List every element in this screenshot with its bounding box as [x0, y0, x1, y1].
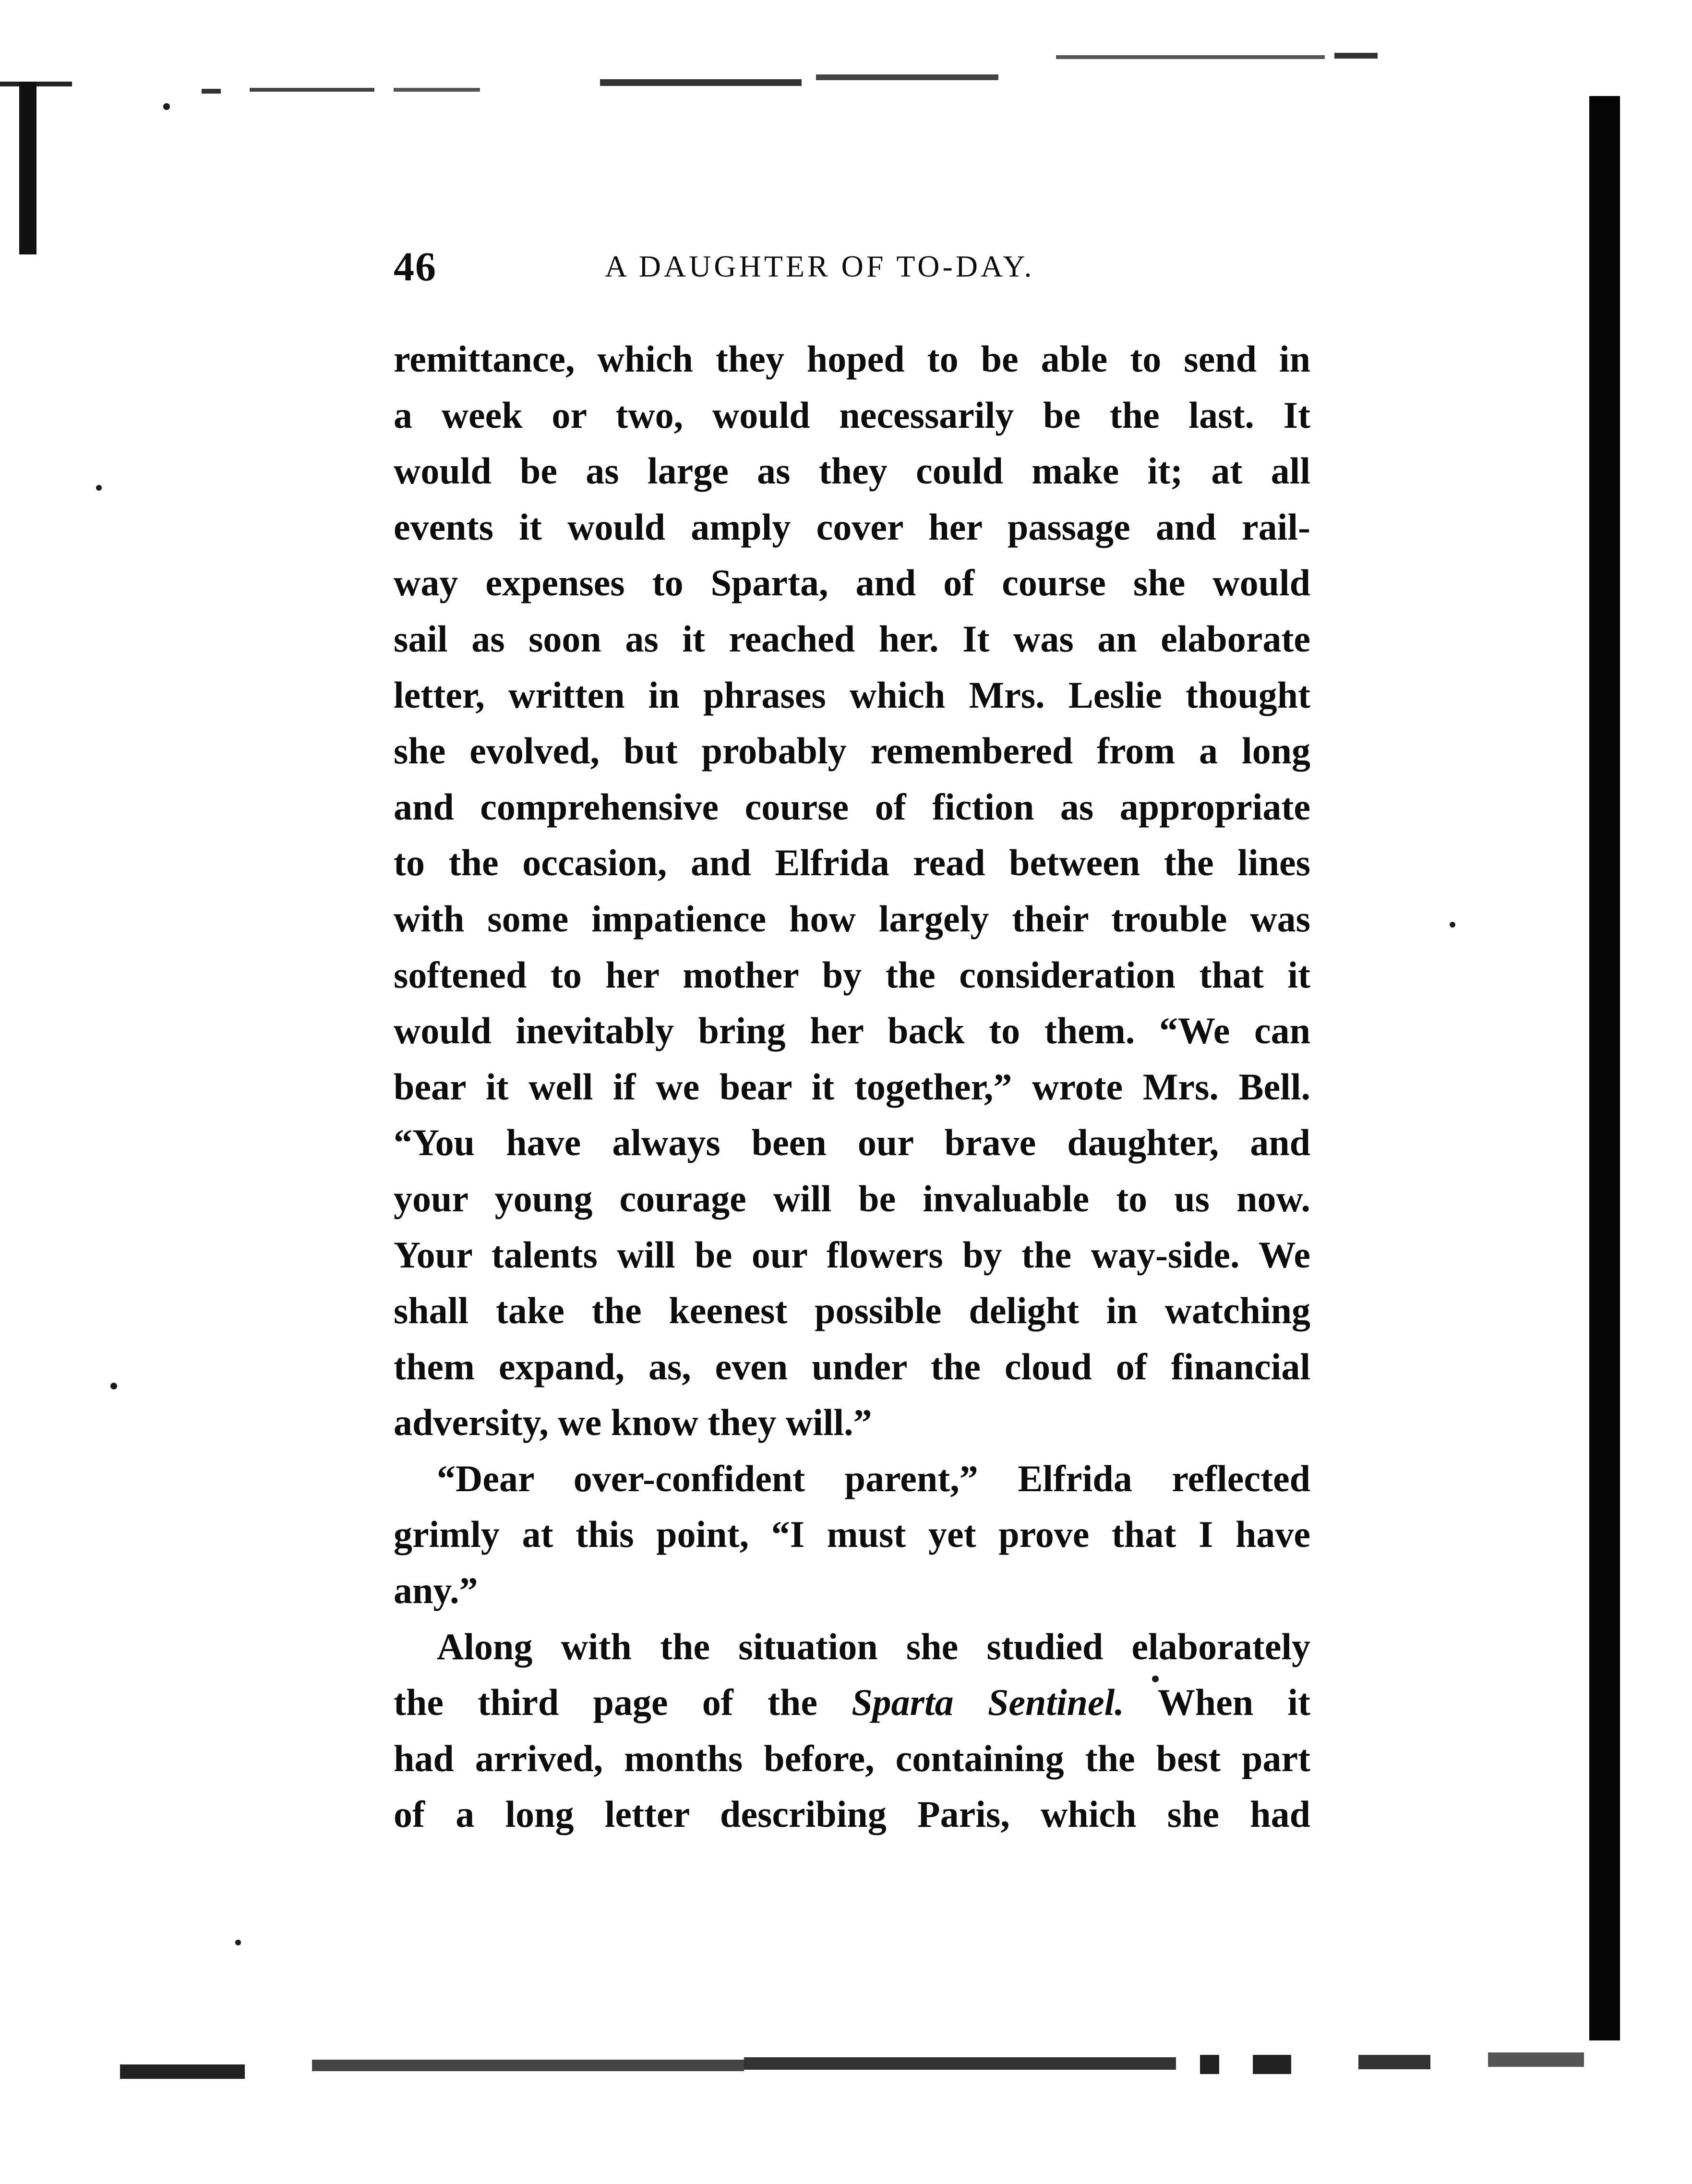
text-line: Your talents will be our flowers by the way-side. We	[394, 1233, 1310, 1276]
text-line: had arrived, months before, containing the best part	[394, 1737, 1310, 1779]
page-number: 46	[394, 243, 437, 290]
text-line: with some impatience how largely their trouble was	[394, 897, 1310, 940]
text-line: grimly at this point, “I must yet prove that I have	[394, 1513, 1310, 1556]
text-line: a week or two, would necessarily be the last. It	[394, 394, 1310, 436]
text-fragment: When it	[1157, 1681, 1310, 1724]
text-fragment: the third page of the	[394, 1681, 818, 1724]
text-line: any.”	[394, 1569, 478, 1612]
text-line: “You have always been our brave daughter, and	[394, 1122, 1310, 1164]
scan-speck	[110, 1383, 117, 1389]
text-line: way expenses to Sparta, and of course she would	[394, 562, 1310, 604]
scan-speck	[163, 103, 170, 110]
text-line: them expand, as, even under the cloud of financial	[394, 1345, 1310, 1388]
text-line-with-title	[394, 1675, 1310, 1731]
text-line: events it would amply cover her passage and rail-	[394, 506, 1310, 548]
text-line: your young courage will be invaluable to us now.	[394, 1177, 1310, 1219]
text-line: Along with the situation she studied elaborately	[437, 1625, 1310, 1667]
scan-speck	[235, 1940, 241, 1945]
running-head: A DAUGHTER OF TO-DAY.	[605, 249, 1035, 283]
text-line: “Dear over-confident parent,” Elfrida reflected	[437, 1457, 1310, 1499]
newspaper-title: Sparta Sentinel.	[852, 1681, 1124, 1724]
binding-shadow	[1589, 96, 1620, 2040]
text-line: she evolved, but probably remembered from a long	[394, 730, 1310, 772]
scan-edge-mark	[19, 82, 36, 254]
text-line: bear it well if we bear it together,” wrote Mrs. Bell.	[394, 1065, 1310, 1108]
text-line: of a long letter describing Paris, which she had	[394, 1793, 1310, 1835]
text-line: softened to her mother by the consideration that it	[394, 953, 1310, 996]
text-line: would be as large as they could make it; at all	[394, 450, 1310, 492]
page-body	[394, 331, 1310, 1843]
text-line: to the occasion, and Elfrida read between the lines	[394, 842, 1310, 884]
page-header	[394, 240, 1248, 293]
scan-noise-bottom	[120, 2036, 1608, 2088]
scan-speck	[1450, 922, 1455, 928]
text-line: remittance, which they hoped to be able to send in	[394, 338, 1310, 380]
scan-speck	[96, 485, 102, 491]
scan-noise-top	[0, 46, 1440, 103]
text-line: would inevitably bring her back to them. “We can	[394, 1010, 1310, 1052]
text-line: and comprehensive course of fiction as appropriate	[394, 785, 1310, 828]
text-line: sail as soon as it reached her. It was an elaborate	[394, 617, 1310, 660]
text-line: shall take the keenest possible delight in watching	[394, 1290, 1310, 1332]
text-line: adversity, we know they will.”	[394, 1401, 872, 1444]
text-line: letter, written in phrases which Mrs. Leslie thought	[394, 674, 1310, 716]
